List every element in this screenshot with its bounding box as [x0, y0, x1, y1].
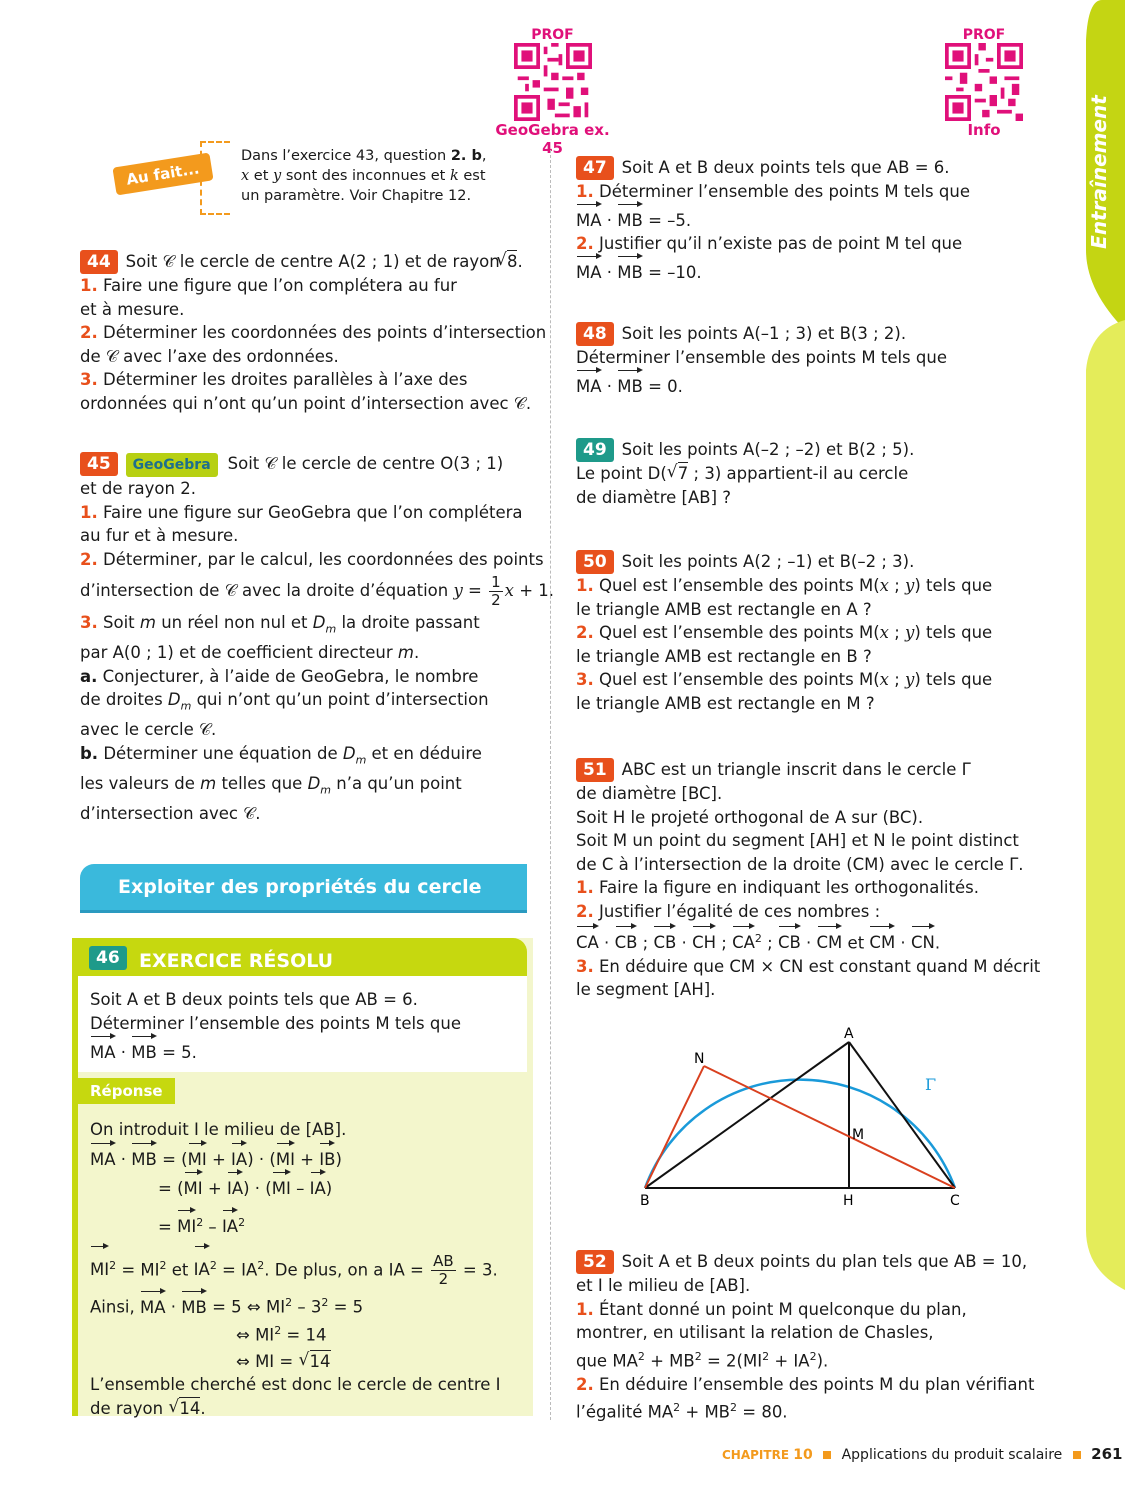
qr-code-left-icon	[514, 43, 592, 121]
exercise-number: 50	[576, 550, 614, 574]
page-number: 261	[1091, 1445, 1123, 1463]
label-gamma: Γ	[925, 1075, 937, 1094]
exercise-46-header	[72, 938, 527, 976]
qr-left[interactable]	[490, 27, 615, 157]
section-title: Exploiter des propriétés du cercle	[118, 876, 482, 898]
label-c: C	[950, 1193, 960, 1209]
footer	[722, 1445, 1122, 1463]
exercise-52: 52 Soit A et B deux points du plan tels que AB = 10, et I le milieu de [AB]. 1. Étant donné un point M quelconque du plan, montrer, en utilisant la relation de Chasles, que $MA^2 + MB^2 = 2(MI^2 + IA^2)$. 2. En déduire l’ensemble des points M du plan vérifiant l’égalité $MA^2 + MB^2 = 80$.	[576, 1252, 1035, 1422]
circle-gamma	[645, 1080, 955, 1188]
exercise-47: 47 Soit A et B deux points tels que AB = 6. 1. Déterminer l’ensemble des points M tels que MA · MB = –5. 2. Justifier qu’il n’existe pas de point M tel que MA · MB = –10.	[576, 156, 1026, 284]
exercise-number: 45	[80, 452, 118, 476]
chapter-number: 10	[793, 1447, 813, 1463]
exercise-number: 47	[576, 156, 614, 180]
qr-right-prof: PROF	[962, 27, 1006, 43]
side-tab-label: Entraînement	[1087, 95, 1111, 249]
footer-square-icon	[823, 1451, 831, 1459]
exercise-51: 51 ABC est un triangle inscrit dans le cercle Γ de diamètre [BC]. Soit H le projeté orthogonal de A sur (BC). Soit M un point du segment [AH] et N le point distinct de C à l’intersection de la droite (CM) avec le cercle Γ. 1. Faire la figure en indiquant les orthogonalités. 2. Justifier l’égalité de ces nombres : CA · CB ; CB · CH ; $CA^2$ ; CB · CM et CM · CN. 3. En déduire que CM × CN est constant quand M décrit le segment [AH].	[576, 760, 1041, 1000]
exercise-45: 45 GeoGebra Soit 𝒞 le cercle de centre O(3 ; 1) et de rayon 2. 1. Faire une figure sur GeoGebra que l’on complétera au fur et à mesure. 2. Déterminer, par le calcul, les coordonnées des points d’intersection de 𝒞 avec la droite d’équation y = $\frac{1}{2}$ x + 1. 3. Soit m un réel non nul et $D_m$ la droite passant par A(0 ; 1) et de coefficient directeur m. a. Conjecturer, à l’aide de GeoGebra, le nombre de droites $D_m$ qui n’ont qu’un point d’intersection avec le cercle 𝒞. b. Déterminer une équation de $D_m$ et en déduire les valeurs de m telles que $D_m$ n’a qu’un point d’intersection avec 𝒞.	[80, 454, 555, 823]
exercise-48: 48 Soit les points A(–1 ; 3) et B(3 ; 2). Déterminer l’ensemble des points M tels que MA · MB = 0.	[576, 322, 1026, 398]
qr-right-caption: Info	[967, 121, 1001, 139]
chapter-label: CHAPITRE	[722, 1448, 794, 1462]
exercise-46-statement: Soit A et B deux points tels que AB = 6. Déterminer l’ensemble des points M tels que MA · MB = 5.	[90, 988, 520, 1065]
reponse-label: Réponse	[78, 1078, 175, 1104]
exercise-number: 49	[576, 438, 614, 462]
section-header	[80, 864, 527, 913]
resolved-title: EXERCICE RÉSOLU	[139, 950, 334, 972]
exercise-number: 44	[80, 250, 118, 274]
exercise-number: 52	[576, 1250, 614, 1274]
exercise-46-answer: On introduit I le milieu de [AB]. MA · MB = (MI + IA) · (MI + IB) = (MI + IA) · (MI – IA) = $MI^2 - IA^2$ $MI^2 = MI^2$ et $IA^2 = IA^2$. De plus, on a IA = $\frac{AB}{2}$ = 3. Ainsi, MA · MB = 5 ⇔ $MI^2 - 3^2 = 5$ ⇔ $MI^2 = 14$ ⇔ MI = 14 √ L’ensemble cherché est donc le cercle de centre I de rayon 14 √.	[90, 1118, 520, 1420]
segment-bn	[645, 1066, 704, 1188]
segment-ac	[849, 1042, 955, 1188]
qr-left-prof: PROF	[531, 27, 574, 43]
exercise-number: 46	[89, 946, 127, 970]
label-b: B	[640, 1193, 650, 1209]
geometry-figure	[620, 1018, 990, 1218]
label-a: A	[844, 1026, 854, 1042]
chapter-title: Applications du produit scalaire	[841, 1447, 1063, 1463]
aufait-badge: Au fait...	[112, 153, 213, 196]
qr-left-caption: GeoGebra ex. 45	[495, 121, 610, 157]
exercise-number: 51	[576, 758, 614, 782]
exercise-50: 50 Soit les points A(2 ; –1) et B(–2 ; 3). 1. Quel est l’ensemble des points M(x ; y) tels que le triangle AMB est rectangle en A ? 2. Quel est l’ensemble des points M(x ; y) tels que le triangle AMB est rectangle en B ? 3. Quel est l’ensemble des points M(x ; y) tels que le triangle AMB est rectangle en M ?	[576, 552, 993, 713]
exercise-49: 49 Soit les points A(–2 ; –2) et B(2 ; 5). Le point D( 7 √ ; 3) appartient-il au cercle de diamètre [AB] ?	[576, 438, 1026, 509]
column-divider	[550, 150, 551, 1420]
label-n: N	[694, 1051, 705, 1067]
label-m: M	[852, 1127, 865, 1143]
qr-code-right-icon	[945, 43, 1023, 121]
footer-square-icon	[1073, 1451, 1081, 1459]
side-tab	[1080, 0, 1125, 1500]
aufait-text: Dans l’exercice 43, question 2. b, x et y sont des inconnues et k est un paramètre. Voir Chapitre 12.	[241, 148, 487, 204]
qr-right[interactable]	[942, 27, 1026, 139]
exercise-number: 48	[576, 322, 614, 346]
segment-ba	[645, 1042, 849, 1188]
geogebra-tag: GeoGebra	[126, 453, 218, 477]
label-h: H	[843, 1193, 854, 1209]
exercise-44: 44 Soit 𝒞 le cercle de centre A(2 ; 1) et de rayon 8 √. 1. Faire une figure que l’on complétera au fur et à mesure. 2. Déterminer les coordonnées des points d’intersection de 𝒞 avec l’axe des ordonnées. 3. Déterminer les droites parallèles à l’axe des ordonnées qui n’ont qu’un point d’intersection avec 𝒞.	[80, 250, 540, 416]
